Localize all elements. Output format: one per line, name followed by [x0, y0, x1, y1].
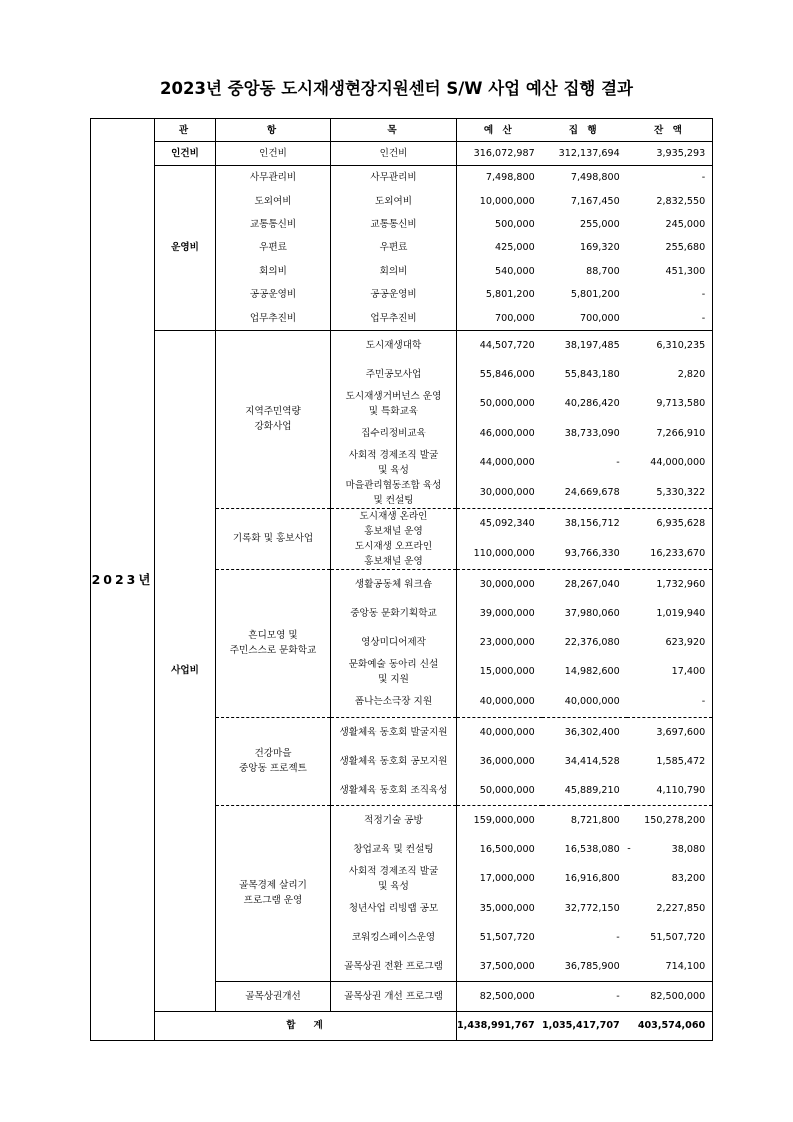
budget-cell: 82,500,000: [457, 981, 542, 1011]
mok-cell: [331, 628, 457, 657]
mok-cell-line: 도시재생 오프라인: [354, 540, 433, 552]
budget-cell: 40,000,000: [457, 687, 542, 718]
exec-cell: 7,167,450: [570, 195, 620, 207]
mok-cell: [331, 569, 457, 599]
exec-cell: 40,000,000: [564, 696, 620, 708]
mok-cell-line: 적정기술 공방: [364, 814, 423, 826]
balance-cell: 82,500,000: [627, 981, 713, 1011]
mok-cell: [331, 419, 457, 448]
mok-cell-line: 골목상권 전환 프로그램: [344, 960, 443, 972]
hang-cell: 교통통신비: [216, 213, 331, 236]
hang-cell-line: 강화사업: [254, 421, 292, 433]
mok-cell: [331, 448, 457, 478]
mok-cell: [331, 478, 457, 509]
mok-cell: [331, 687, 457, 718]
exec-cell: 38,197,485: [542, 330, 627, 360]
mok-cell-line: 도시재생 온라인: [359, 510, 428, 522]
budget-cell: 16,500,000: [457, 835, 542, 864]
budget-cell: 700,000: [457, 306, 542, 330]
mok-cell-line: 생활공동체 워크숍: [354, 578, 433, 590]
mok-cell: [331, 923, 457, 952]
budget-cell: 39,000,000: [457, 599, 542, 628]
mok-cell-line: 및 육성: [378, 464, 409, 476]
hang-cell-line: 흔디모영 및: [248, 630, 298, 642]
hang-cell: 회의비: [216, 260, 331, 283]
mok-cell: 교통통신비: [331, 213, 457, 236]
table-row: [91, 166, 713, 190]
exec-cell: -: [616, 457, 620, 469]
budget-cell: 50,000,000: [457, 389, 542, 419]
mok-cell-line: 마을관리협동조합 육성: [345, 479, 442, 491]
balance-cell: 6,310,235: [627, 330, 713, 360]
hang-cell: [216, 508, 331, 569]
budget-cell: 5,801,200: [457, 283, 542, 306]
header-exec: 집 행: [542, 119, 627, 142]
hang-cell: 사무관리비: [216, 166, 331, 190]
exec-cell: 312,137,694: [542, 142, 627, 166]
mok-cell-line: 홍보채널 운영: [364, 555, 423, 567]
mok-cell: [331, 599, 457, 628]
mok-cell: [331, 894, 457, 923]
balance-cell: 2,820: [627, 360, 713, 389]
table-row: [91, 142, 713, 166]
mok-cell: [331, 952, 457, 982]
hang-cell: [216, 981, 331, 1011]
hang-cell: [216, 717, 331, 805]
mok-cell: [331, 805, 457, 835]
balance-cell: 1,585,472: [627, 747, 713, 776]
budget-cell: 316,072,987: [457, 142, 542, 166]
total-row: [91, 1011, 713, 1040]
table-row: [91, 330, 713, 360]
balance-cell: 2,832,550: [627, 189, 713, 212]
balance-cell: 451,300: [627, 260, 713, 283]
balance-cell: -: [627, 687, 713, 718]
header-balance: 잔 액: [627, 119, 713, 142]
budget-cell: 50,000,000: [457, 776, 542, 806]
exec-cell: 55,843,180: [564, 368, 620, 380]
budget-cell: 159,000,000: [457, 805, 542, 835]
exec-cell: 14,982,600: [564, 666, 620, 678]
budget-cell: 46,000,000: [457, 419, 542, 448]
mok-cell-line: 생활체육 동호회 조직육성: [339, 784, 448, 796]
mok-cell-line: 중앙동 문화기획학교: [350, 607, 437, 619]
total-label: 합 계: [155, 1011, 457, 1040]
budget-cell: 30,000,000: [457, 478, 542, 509]
hang-cell-line: 프로그램 운영: [243, 895, 303, 907]
header-gwan: 관: [155, 119, 216, 142]
exec-cell: -: [616, 931, 620, 943]
balance-cell: 3,697,600: [627, 717, 713, 747]
mok-cell-line: 청년사업 리빙랩 공모: [348, 902, 439, 914]
balance-cell: 5,330,322: [627, 478, 713, 509]
mok-cell: [331, 389, 457, 419]
budget-cell: 7,498,800: [457, 166, 542, 190]
hang-cell: 도외여비: [216, 189, 331, 212]
mok-cell-line: 홍보채널 운영: [364, 525, 423, 537]
exec-cell: 28,267,040: [542, 569, 627, 599]
exec-cell: 45,889,210: [564, 784, 620, 796]
budget-cell: 44,507,720: [457, 330, 542, 360]
exec-cell: 8,721,800: [542, 805, 627, 835]
balance-cell: 623,920: [627, 628, 713, 657]
budget-cell: 110,000,000: [457, 539, 542, 570]
budget-cell: 55,846,000: [457, 360, 542, 389]
mok-cell-line: 사회적 경제조직 발굴: [348, 865, 439, 877]
budget-cell: 17,000,000: [457, 864, 542, 894]
exec-cell: 40,286,420: [564, 398, 620, 410]
negative-sign: -: [627, 843, 631, 855]
mok-cell: [331, 835, 457, 864]
mok-cell-line: 영상미디어제작: [361, 636, 426, 648]
hang-cell-line: 건강마을: [254, 748, 292, 760]
balance-cell: 9,713,580: [627, 389, 713, 419]
mok-cell-line: 도시재생거버넌스 운영: [345, 390, 442, 402]
exec-cell: 34,414,528: [564, 755, 620, 767]
balance-cell: 44,000,000: [627, 448, 713, 478]
mok-cell-line: 도시재생대학: [365, 339, 422, 351]
budget-cell: 15,000,000: [457, 657, 542, 687]
mok-cell-line: 골목상권 개선 프로그램: [344, 990, 443, 1002]
balance-cell: 1,732,960: [627, 569, 713, 599]
mok-cell: [331, 717, 457, 747]
balance-cell: 3,935,293: [627, 142, 713, 166]
budget-cell: 44,000,000: [457, 448, 542, 478]
exec-cell: 93,766,330: [564, 548, 620, 560]
budget-cell: 500,000: [457, 213, 542, 236]
mok-cell-line: 폼나는소극장 지원: [354, 696, 433, 708]
balance-cell: 150,278,200: [627, 805, 713, 835]
mok-cell: 업무추진비: [331, 306, 457, 330]
mok-cell: [331, 360, 457, 389]
total-balance: 403,574,060: [627, 1011, 713, 1040]
mok-cell-line: 및 육성: [378, 880, 409, 892]
balance-cell: -: [627, 166, 713, 190]
exec-cell: 36,302,400: [542, 717, 627, 747]
balance-cell: 245,000: [627, 213, 713, 236]
exec-cell: 38,733,090: [564, 427, 620, 439]
year-cell: 2023년: [91, 119, 155, 1041]
header-mok: 목: [331, 119, 457, 142]
budget-cell: 23,000,000: [457, 628, 542, 657]
mok-cell-line: 생활체육 동호회 발굴지원: [339, 726, 448, 738]
hang-cell: [216, 805, 331, 981]
budget-cell: 30,000,000: [457, 569, 542, 599]
balance-cell: 1,019,940: [627, 599, 713, 628]
exec-cell: 36,785,900: [564, 960, 620, 972]
mok-cell: 우편료: [331, 236, 457, 259]
mok-cell: [331, 747, 457, 776]
mok-cell-line: 및 지원: [378, 673, 409, 685]
hang-cell: [216, 330, 331, 508]
budget-cell: 425,000: [457, 236, 542, 259]
exec-cell: 5,801,200: [570, 289, 620, 301]
budget-cell: 35,000,000: [457, 894, 542, 923]
mok-cell-line: 및 컨설팅: [373, 494, 414, 506]
exec-cell: 37,980,060: [564, 607, 620, 619]
hang-cell: 공공운영비: [216, 283, 331, 306]
hang-cell: [216, 569, 331, 717]
hang-cell: 인건비: [216, 142, 331, 166]
balance-cell: 83,200: [627, 864, 713, 894]
exec-cell: 88,700: [586, 265, 620, 277]
mok-cell: 인건비: [331, 142, 457, 166]
mok-cell: 회의비: [331, 260, 457, 283]
budget-table: [90, 118, 713, 1041]
exec-cell: -: [542, 981, 627, 1011]
balance-cell: 38,080: [627, 835, 713, 864]
gwan-cell: 운영비: [155, 166, 216, 331]
exec-cell: 22,376,080: [564, 636, 620, 648]
mok-cell: 공공운영비: [331, 283, 457, 306]
exec-cell: 32,772,150: [564, 902, 620, 914]
total-exec: 1,035,417,707: [542, 1011, 627, 1040]
budget-cell: 45,092,340: [457, 508, 542, 539]
hang-cell-line: 주민스스로 문화학교: [229, 645, 317, 657]
balance-cell: -: [627, 306, 713, 330]
hang-cell-line: 골목상권개선: [245, 990, 301, 1002]
exec-cell: 255,000: [580, 218, 620, 230]
mok-cell-line: 주민공모사업: [365, 368, 422, 380]
total-budget: 1,438,991,767: [457, 1011, 542, 1040]
mok-cell: [331, 657, 457, 687]
mok-cell-line: 사회적 경제조직 발굴: [348, 449, 439, 461]
hang-cell-line: 기록화 및 홍보사업: [232, 533, 314, 545]
mok-cell: 도외여비: [331, 189, 457, 212]
exec-cell: 24,669,678: [564, 487, 620, 499]
hang-cell-line: 골목경제 살리기: [239, 880, 307, 892]
balance-cell: 51,507,720: [627, 923, 713, 952]
budget-cell: 10,000,000: [457, 189, 542, 212]
balance-cell: 16,233,670: [627, 539, 713, 570]
budget-table-wrap: [90, 118, 713, 1041]
balance-cell: 6,935,628: [627, 508, 713, 539]
balance-cell: 714,100: [627, 952, 713, 982]
mok-cell-line: 문화예술 동아리 신설: [348, 658, 439, 670]
hang-cell-line: 중앙동 프로젝트: [239, 763, 307, 775]
mok-cell: 사무관리비: [331, 166, 457, 190]
hang-cell-line: 지역주민역량: [245, 406, 301, 418]
budget-cell: 40,000,000: [457, 717, 542, 747]
exec-cell: 700,000: [580, 312, 620, 324]
mok-cell: [331, 776, 457, 806]
mok-cell-line: 창업교육 및 컨설팅: [353, 843, 434, 855]
header-hang: 항: [216, 119, 331, 142]
mok-cell: [331, 508, 457, 539]
exec-cell: 169,320: [580, 242, 620, 254]
mok-cell: [331, 864, 457, 894]
balance-cell: 7,266,910: [627, 419, 713, 448]
exec-cell: 16,916,800: [564, 873, 620, 885]
balance-cell: -: [627, 283, 713, 306]
hang-cell: 우편료: [216, 236, 331, 259]
mok-cell-line: 및 특화교육: [368, 405, 419, 417]
exec-cell: 16,538,080 -: [564, 843, 631, 855]
mok-cell-line: 코워킹스페이스운영: [351, 931, 436, 943]
exec-cell: 38,156,712: [542, 508, 627, 539]
mok-cell: [331, 330, 457, 360]
budget-cell: 540,000: [457, 260, 542, 283]
budget-cell: 36,000,000: [457, 747, 542, 776]
budget-cell: 37,500,000: [457, 952, 542, 982]
balance-cell: 2,227,850: [627, 894, 713, 923]
mok-cell: [331, 981, 457, 1011]
balance-cell: 255,680: [627, 236, 713, 259]
gwan-cell: 사업비: [155, 330, 216, 1011]
mok-cell-line: 집수리정비교육: [361, 427, 426, 439]
exec-cell: 7,498,800: [542, 166, 627, 190]
gwan-cell: 인건비: [155, 142, 216, 166]
mok-cell: [331, 539, 457, 570]
balance-cell: 17,400: [627, 657, 713, 687]
balance-cell: 4,110,790: [627, 776, 713, 806]
mok-cell-line: 생활체육 동호회 공모지원: [339, 755, 448, 767]
header-budget: 예 산: [457, 119, 542, 142]
hang-cell: 업무추진비: [216, 306, 331, 330]
budget-cell: 51,507,720: [457, 923, 542, 952]
page-title: 2023년 중앙동 도시재생현장지원센터 S/W 사업 예산 집행 결과: [160, 79, 633, 98]
